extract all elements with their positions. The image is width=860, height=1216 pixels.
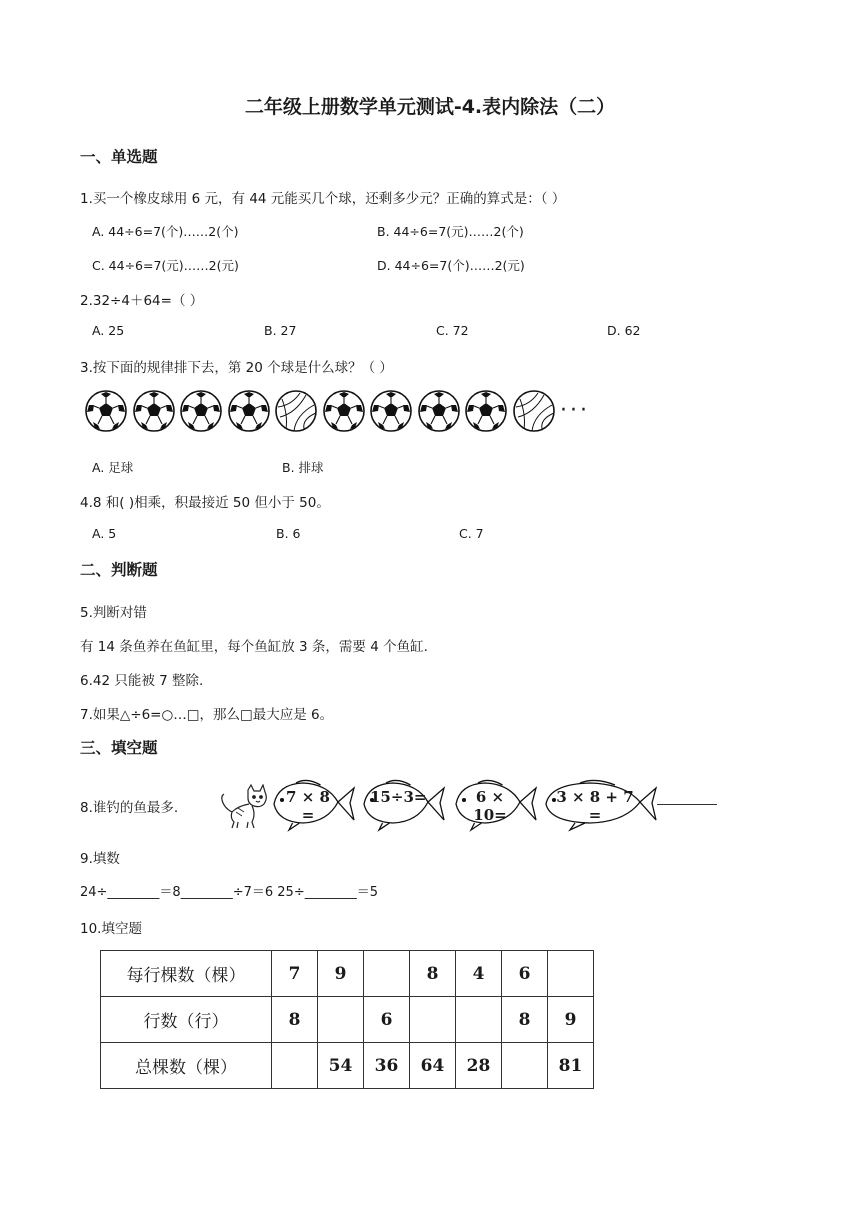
volleyball-icon (512, 389, 556, 433)
q1-option-c[interactable]: C. 44÷6=7(元)……2(元) (92, 258, 239, 273)
table-cell: 8 (502, 997, 548, 1043)
table-cell: 6 (364, 997, 410, 1043)
soccer-ball-icon (132, 389, 176, 433)
soccer-ball-icon (417, 389, 461, 433)
q2-option-c[interactable]: C. 72 (436, 323, 469, 338)
fish-expression: 6 × 10= (473, 788, 507, 824)
table-row (101, 997, 594, 1043)
page-title: 二年级上册数学单元测试-4.表内除法（二） (244, 96, 616, 118)
soccer-ball-icon (369, 389, 413, 433)
question-7-text: 7.如果△÷6=○…□，那么□最大应是 6。 (80, 707, 334, 723)
table-cell[interactable] (272, 1043, 318, 1089)
q1-option-a[interactable]: A. 44÷6=7(个)……2(个) (92, 224, 239, 239)
cat-icon (218, 784, 270, 830)
q2-option-b[interactable]: B. 27 (264, 323, 297, 338)
table-cell: 7 (272, 951, 318, 997)
table-cell: 8 (410, 951, 456, 997)
q1-option-d[interactable]: D. 44÷6=7(个)……2(元) (377, 258, 525, 273)
table-cell[interactable] (502, 1043, 548, 1089)
table-cell[interactable] (318, 997, 364, 1043)
section-heading-single-choice: 一、单选题 (80, 148, 158, 166)
section-heading-fill-blank: 三、填空题 (80, 739, 158, 757)
q2-option-a[interactable]: A. 25 (92, 323, 125, 338)
fish-expression: 15÷3= (370, 788, 427, 806)
table-cell[interactable] (410, 997, 456, 1043)
ellipsis: ··· (560, 398, 590, 423)
table-cell: 54 (318, 1043, 364, 1089)
table-cell: 9 (318, 951, 364, 997)
q8-answer-blank[interactable] (657, 804, 717, 805)
soccer-ball-icon (322, 389, 366, 433)
fish-expression: 3 × 8 + 7 = (556, 788, 634, 824)
question-5-statement: 有 14 条鱼养在鱼缸里，每个鱼缸放 3 条，需要 4 个鱼缸. (80, 639, 428, 655)
question-2-text: 2.32÷4＋64=（ ） (80, 293, 204, 309)
table-row (101, 951, 594, 997)
q2-option-d[interactable]: D. 62 (607, 323, 641, 338)
fish-expression: 7 × 8 = (286, 788, 330, 824)
q3-option-a[interactable]: A. 足球 (92, 460, 134, 475)
question-1-text: 1.买一个橡皮球用 6 元，有 44 元能买几个球，还剩多少元？正确的算式是：（ ） (80, 191, 566, 207)
table-cell: 36 (364, 1043, 410, 1089)
table-cell[interactable] (364, 951, 410, 997)
question-9-line[interactable]: 24÷________＝8________÷7＝6 25÷________＝5 (80, 885, 378, 900)
soccer-ball-icon (227, 389, 271, 433)
row-header: 每行棵数（棵） (101, 951, 272, 997)
table-cell: 28 (456, 1043, 502, 1089)
table-cell[interactable] (548, 951, 594, 997)
table-cell: 4 (456, 951, 502, 997)
question-5-text: 5.判断对错 (80, 605, 147, 621)
question-9-text: 9.填数 (80, 851, 120, 867)
section-heading-true-false: 二、判断题 (80, 561, 158, 579)
q1-option-b[interactable]: B. 44÷6=7(元)……2(个) (377, 224, 524, 239)
soccer-ball-icon (464, 389, 508, 433)
q3-option-b[interactable]: B. 排球 (282, 460, 324, 475)
table-cell: 81 (548, 1043, 594, 1089)
table-row (101, 1043, 594, 1089)
tree-table (100, 950, 594, 1089)
question-8-text: 8.谁钓的鱼最多. (80, 800, 179, 816)
q4-option-b[interactable]: B. 6 (276, 526, 301, 541)
question-10-text: 10.填空题 (80, 921, 142, 937)
table-cell: 8 (272, 997, 318, 1043)
question-6-text: 6.42 只能被 7 整除. (80, 673, 204, 689)
row-header: 行数（行） (101, 997, 272, 1043)
table-cell[interactable] (456, 997, 502, 1043)
q4-option-a[interactable]: A. 5 (92, 526, 117, 541)
table-cell: 9 (548, 997, 594, 1043)
row-header: 总棵数（棵） (101, 1043, 272, 1089)
question-3-text: 3.按下面的规律排下去，第 20 个球是什么球？（ ） (80, 360, 393, 376)
soccer-ball-icon (84, 389, 128, 433)
soccer-ball-icon (179, 389, 223, 433)
question-4-text: 4.8 和( )相乘，积最接近 50 但小于 50。 (80, 495, 330, 511)
table-cell: 6 (502, 951, 548, 997)
table-cell: 64 (410, 1043, 456, 1089)
q4-option-c[interactable]: C. 7 (459, 526, 484, 541)
volleyball-icon (274, 389, 318, 433)
